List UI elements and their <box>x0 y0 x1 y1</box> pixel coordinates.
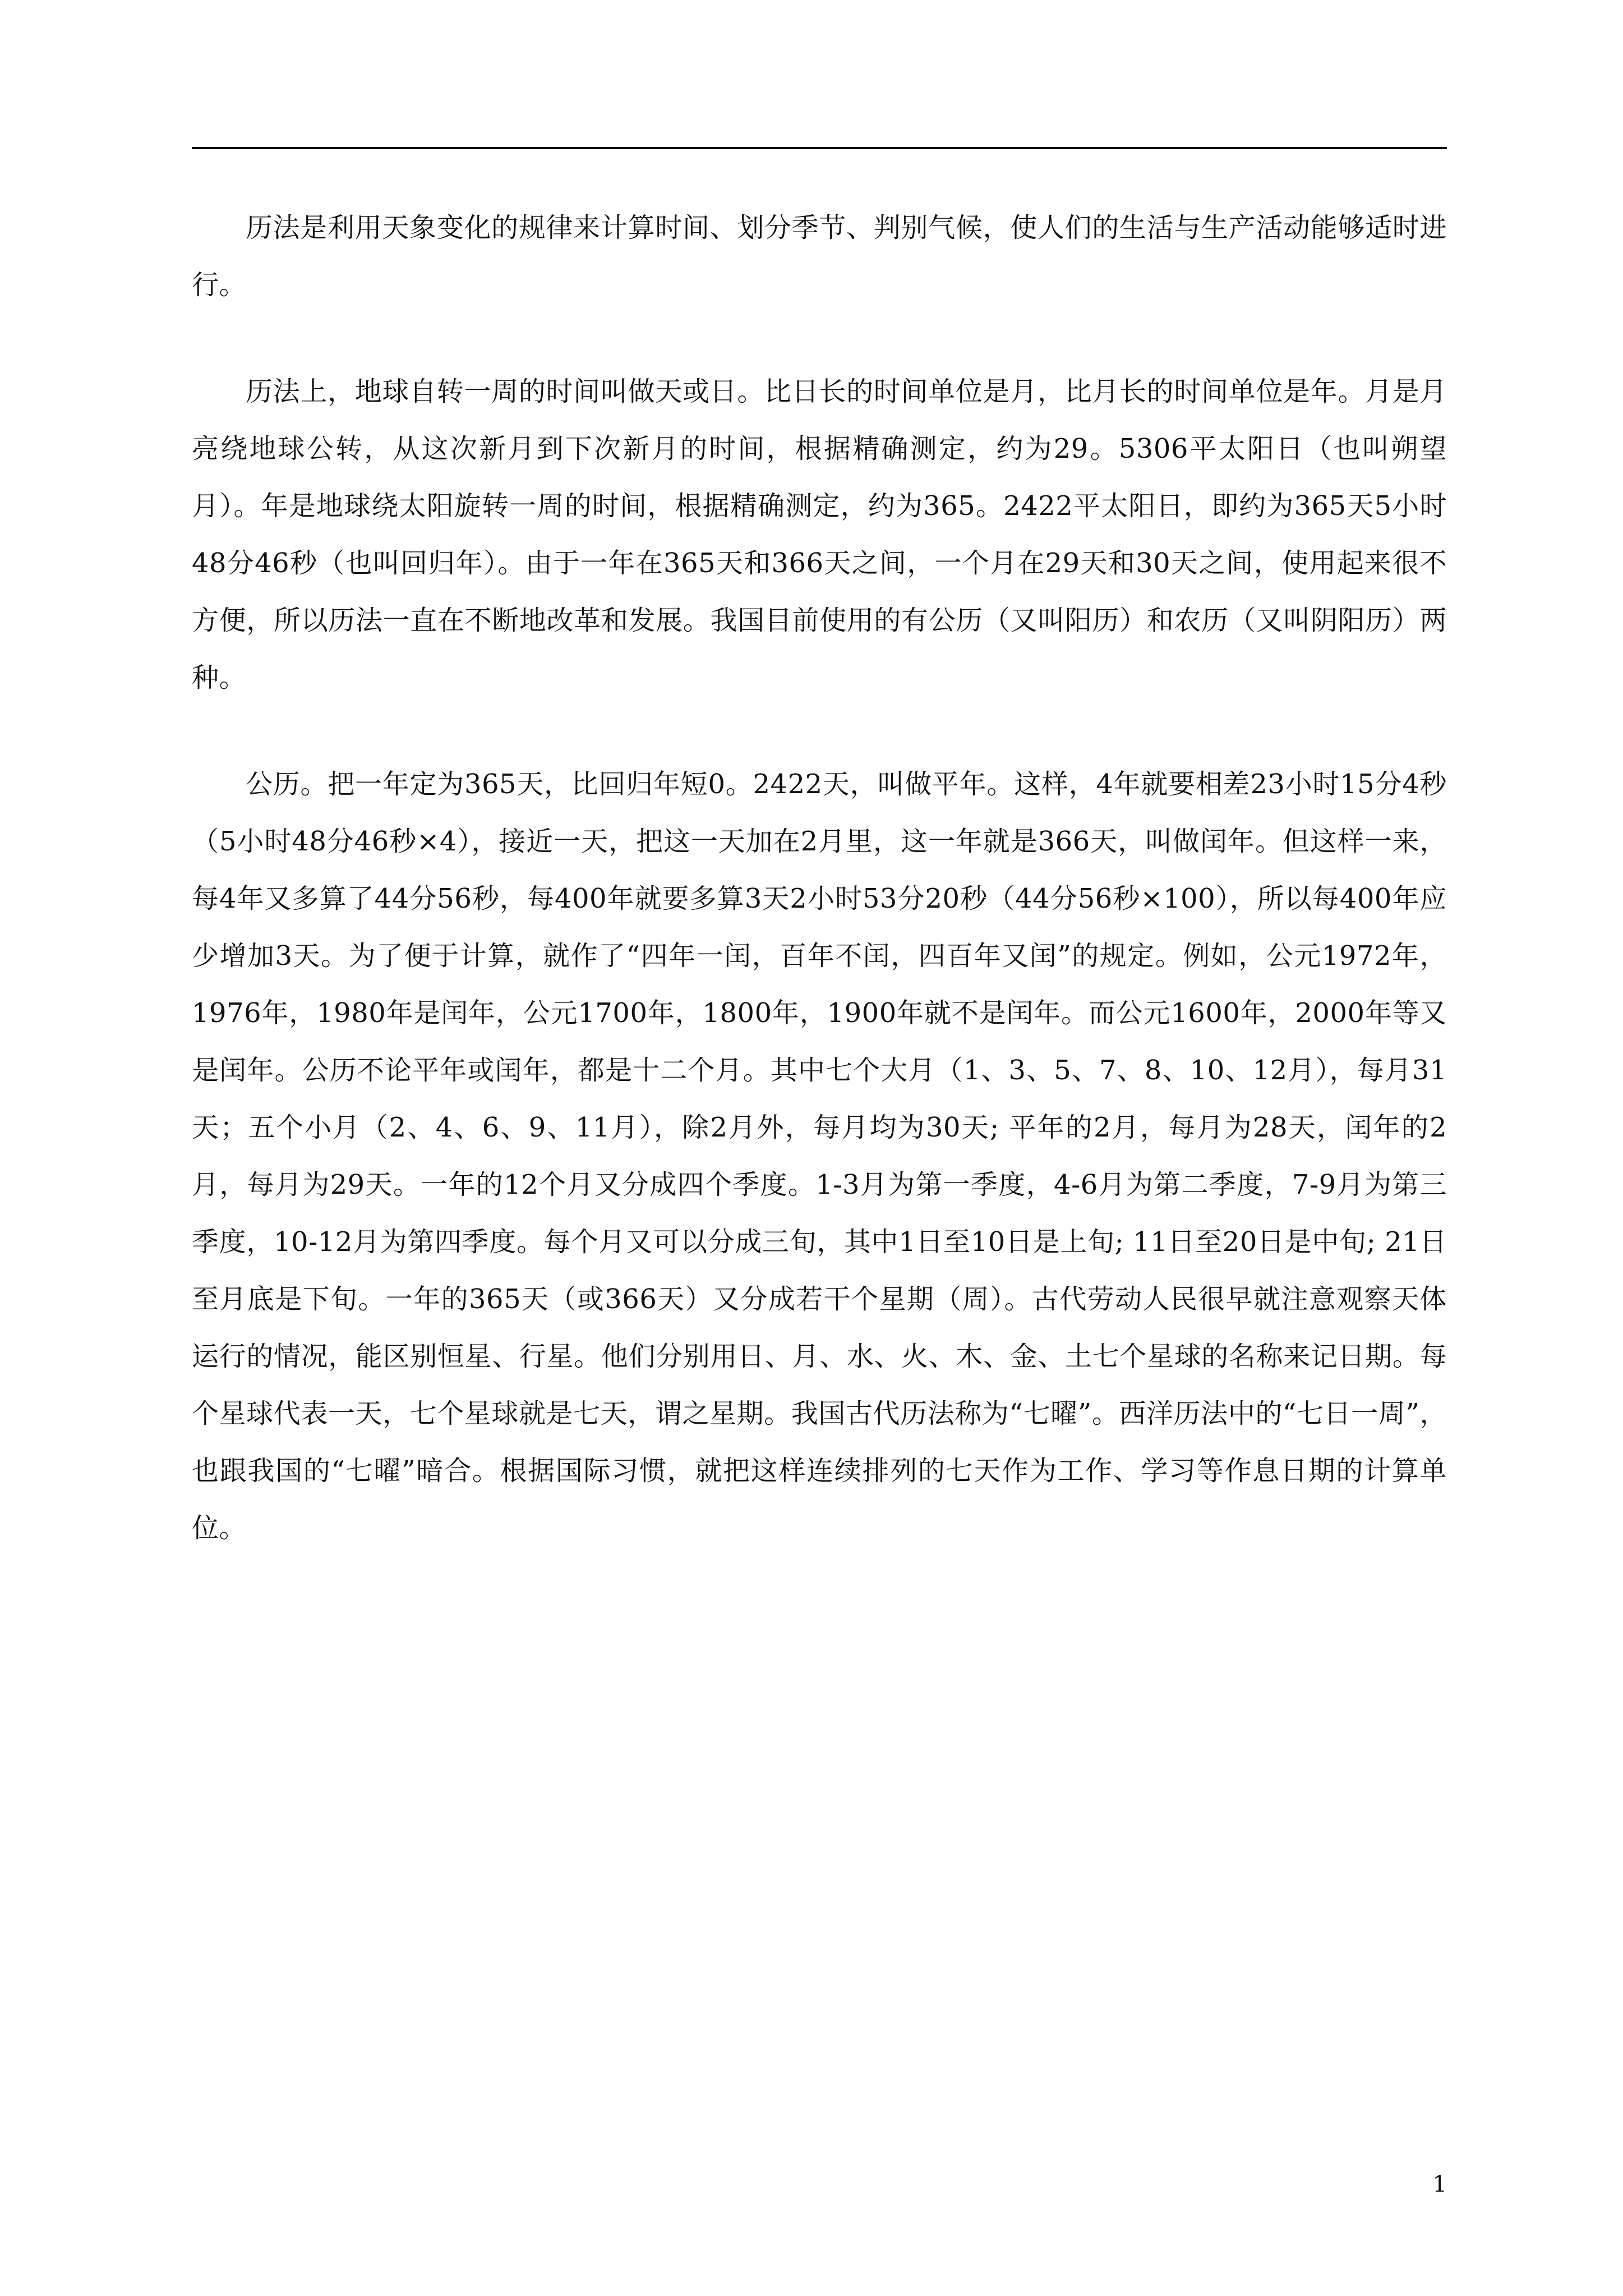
paragraph-time-units: 历法上，地球自转一周的时间叫做天或日。比日长的时间单位是月，比月长的时间单位是年。月是月亮绕地球公转，从这次新月到下次新月的时间，根据精确测定，约为29。5306平太阳日（也叫朔望月）。年是地球绕太阳旋转一周的时间，根据精确测定，约为365。2422平太阳日，即约为365天5小时48分46秒（也叫回归年）。由于一年在365天和366天之间，一个月在29天和30天之间，使用起来很不方便，所以历法一直在不断地改革和发展。我国目前使用的有公历（又叫阳历）和农历（又叫阴阳历）两种。 <box>192 376 1447 693</box>
header-rule <box>192 147 1447 149</box>
paragraph-gregorian-calendar: 公历。把一年定为365天，比回归年短0。2422天，叫做平年。这样，4年就要相差23小时15分4秒（5小时48分46秒×4），接近一天，把这一天加在2月里，这一年就是366天，叫做闰年。但这样一来，每4年又多算了44分56秒，每400年就要多算3天2小时53分20秒（44分56秒×100），所以每400年应少增加3天。为了便于计算，就作了“四年一闰，百年不闰，四百年又闰”的规定。例如，公元1972年， 1976年，1980年是闰年，公元1700年，1800年，1900年就不是闰年。而公元1600年，2000年等又是闰年。公历不论平年或闰年，都是十二个月。其中七个大月（1、3、5、7、8、10、12月），每月31天；五个小月（2、4、6、9、11月），除2月外，每月均为30天; 平年的2月，每月为28天，闰年的2月，每月为29天。一年的12个月又分成四个季度。1-3月为第一季度，4-6月为第二季度，7-9月为第三季度，10-12月为第四季度。每个月又可以分成三旬，其中1日至10日是上旬; 11日至20日是中旬; 21日至月底是下旬。一年的365天（或366天）又分成若干个星期（周）。古代劳动人民很早就注意观察天体运行的情况，能区别恒星、行星。他们分别用日、月、水、火、木、金、土七个星球的名称来记日期。每个星球代表一天，七个星球就是七天，谓之星期。我国古代历法称为“七曜”。西洋历法中的“七日一周”，也跟我国的“七曜”暗合。根据国际习惯，就把这样连续排列的七天作为工作、学习等作息日期的计算单位。 <box>192 769 1447 1544</box>
page-number: 1 <box>1432 2171 1447 2197</box>
document-body <box>192 199 1447 1606</box>
paragraph-calendar-definition: 历法是利用天象变化的规律来计算时间、划分季节、判别气候，使人们的生活与生产活动能够适时进行。 <box>192 212 1447 301</box>
